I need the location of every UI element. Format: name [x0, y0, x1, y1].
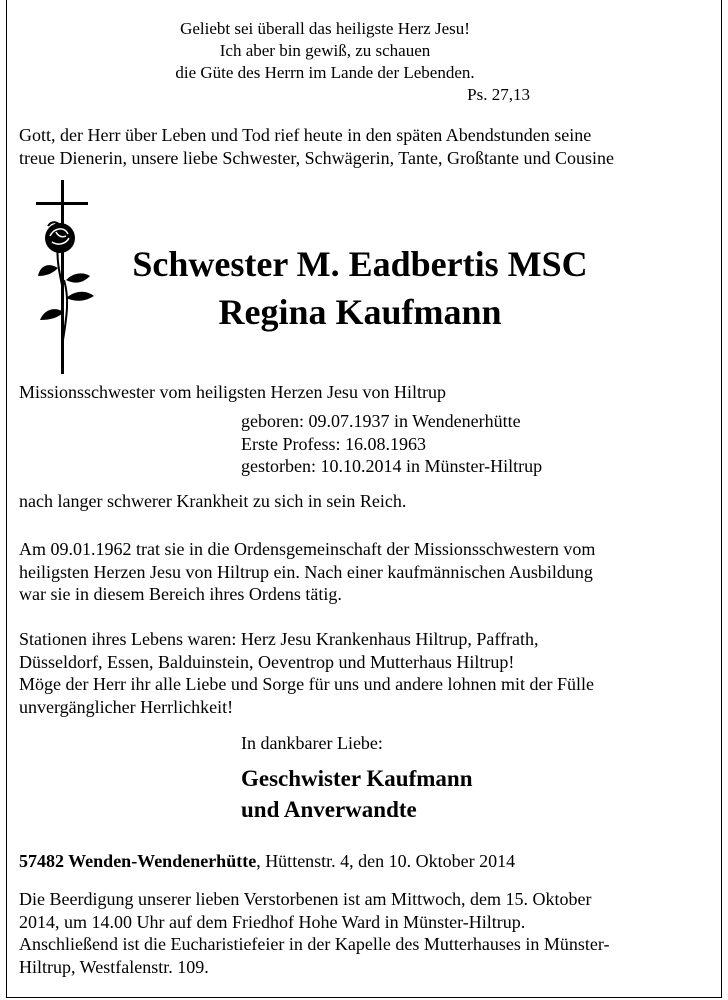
family-line: Geschwister Kaufmann [241, 766, 473, 791]
funeral-paragraph [19, 888, 719, 978]
biography-paragraph [19, 538, 719, 606]
text-line: Stationen ihres Lebens waren: Herz Jesu Krankenhaus Hiltrup, Paffrath, [19, 629, 539, 649]
text-line: unvergänglicher Herrlichkeit! [19, 696, 234, 717]
text-line: Anschließend ist die Eucharistiefeier in der Kapelle des Mutterhauses in Münster- [19, 934, 610, 954]
civil-name: Regina Kaufmann [218, 292, 502, 332]
birth-date: geboren: 09.07.1937 in Wendenerhütte [241, 411, 521, 431]
text-line: Düsseldorf, Essen, Balduinstein, Oeventrop und Mutterhaus Hiltrup! [19, 651, 515, 672]
psalm-line: die Güte des Herrn im Lande der Lebenden. [175, 63, 475, 82]
psalm-line: Geliebt sei überall das heiligste Herz Jesu! [180, 19, 470, 38]
death-date: gestorben: 10.10.2014 in Münster-Hiltrup [241, 456, 543, 476]
deceased-name [80, 240, 640, 336]
address-place: 57482 Wenden-Wendenerhütte [19, 851, 257, 871]
text-line: Am 09.01.1962 trat sie in die Ordensgemeinschaft der Missionsschwestern vom [19, 539, 596, 559]
text-line: Die Beerdigung unserer lieben Verstorbenen ist am Mittwoch, dem 15. Oktober [19, 889, 592, 909]
text-line: Möge der Herr ihr alle Liebe und Sorge für uns und andere lohnen mit der Fülle [19, 674, 595, 694]
stations-paragraph [19, 628, 719, 718]
address-rest: , Hüttenstr. 4, den 10. Oktober 2014 [256, 851, 516, 871]
text-line: 2014, um 14.00 Uhr auf dem Friedhof Hohe Ward in Münster-Hiltrup. [19, 911, 526, 932]
society-line: Missionsschwester vom heiligsten Herzen Jesu von Hiltrup [19, 382, 446, 402]
psalm-reference: Ps. 27,13 [467, 85, 530, 104]
psalm-verse [120, 18, 530, 106]
intro-text [19, 124, 719, 169]
text-line: Hiltrup, Westfalenstr. 109. [19, 956, 209, 977]
family-signature [241, 763, 473, 825]
text-line: heiligsten Herzen Jesu von Hiltrup ein. Nach einer kaufmännischen Ausbildung [19, 561, 593, 582]
profession-date: Erste Profess: 16.08.1963 [241, 433, 426, 454]
psalm-line: Ich aber bin gewiß, zu schauen [219, 41, 431, 60]
life-dates [241, 410, 542, 478]
intro-line: treue Dienerin, unsere liebe Schwester, Schwägerin, Tante, Großtante und Cousine [19, 147, 615, 168]
address-line [19, 850, 515, 873]
family-line: und Anverwandte [241, 797, 417, 822]
text-line: war sie in diesem Bereich ihres Ordens tätig. [19, 584, 342, 604]
thanks-line: In dankbarer Liebe: [241, 733, 383, 753]
intro-line: Gott, der Herr über Leben und Tod rief heute in den späten Abendstunden seine [19, 125, 592, 145]
religious-name: Schwester M. Eadbertis MSC [132, 244, 588, 284]
reich-line: nach langer schwerer Krankheit zu sich in sein Reich. [19, 491, 407, 511]
